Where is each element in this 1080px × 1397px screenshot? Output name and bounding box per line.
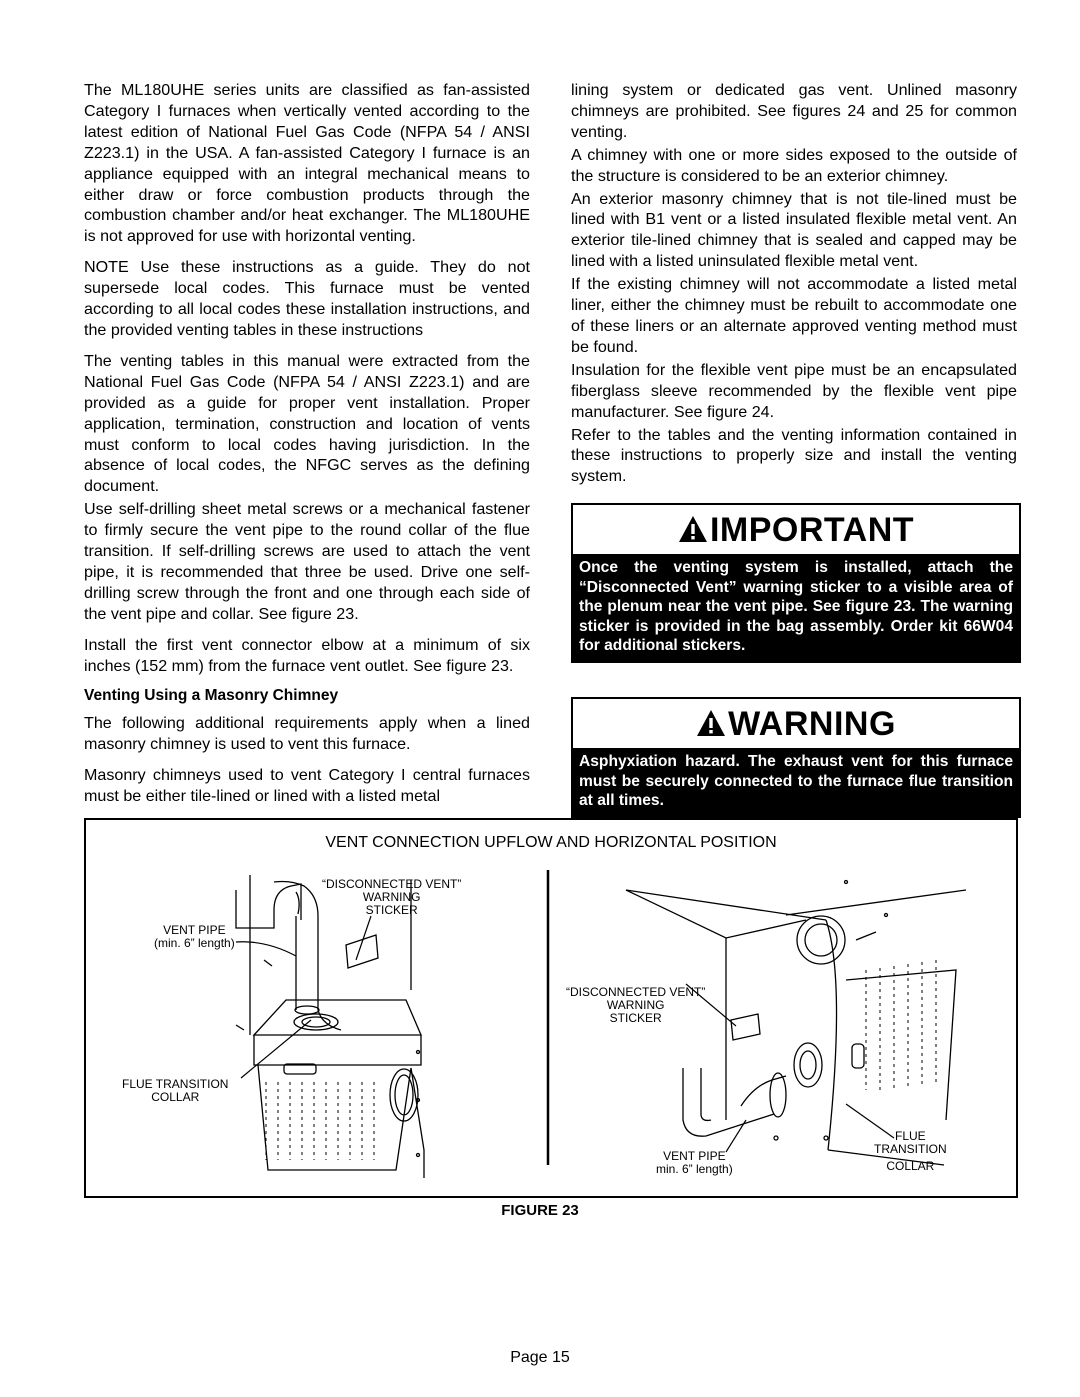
paragraph: Use self-drilling sheet metal screws or a mechanical fastener to firmly secure the vent pipe to the round collar of the flue transition. If self-drilling screws are used to attach the vent pipe, it is recommended that three be used. Drive one self-drilling screw through the front and one through each side of the vent pipe and collar. See figure 23. <box>84 500 530 623</box>
important-body: Once the venting system is installed, attach the “Disconnected Vent” warning sticker to a visible area of the plenum near the vent pipe. See figure 23. The warning sticker is provided in the bag assembly. Order kit 66W04 for additional stickers. <box>573 554 1019 661</box>
paragraph: An exterior masonry chimney that is not tile-lined must be lined with B1 vent or a listed insulated flexible metal vent. An exterior tile-lined chimney that is sealed and capped may be lined with a listed uninsulated flexible metal vent. <box>571 189 1017 271</box>
section-subheading: Venting Using a Masonry Chimney <box>84 687 339 705</box>
right-flue-transition-label: FLUE TRANSITION COLLAR <box>874 1129 947 1173</box>
warning-heading <box>573 699 1019 748</box>
left-column <box>84 80 530 817</box>
important-heading-text: IMPORTANT <box>709 511 915 549</box>
left-flue-transition-label: FLUE TRANSITION COLLAR <box>122 1077 229 1104</box>
paragraph: Refer to the tables and the venting information contained in these instructions to properly size and install the venting system. <box>571 425 1017 486</box>
right-sticker-label: “DISCONNECTED VENT” WARNING STICKER <box>566 985 706 1025</box>
right-column <box>571 80 1017 489</box>
figure-caption: FIGURE 23 <box>501 1202 579 1219</box>
important-callout <box>571 503 1021 663</box>
warning-callout <box>571 697 1021 818</box>
paragraph: Insulation for the flexible vent pipe must be an encapsulated fiberglass sleeve recommended by the flexible vent pipe manufacturer. See figure 24. <box>571 360 1017 421</box>
paragraph: The venting tables in this manual were extracted from the National Fuel Gas Code (NFPA 54 / ANSI Z223.1) and are provided as a guide for proper vent installation. Proper application, termination, construction and location of vents must conform to local codes having jurisdiction. In the absence of local codes, the NFGC serves as the defining document. <box>84 351 530 496</box>
paragraph: lining system or dedicated gas vent. Unlined masonry chimneys are prohibited. See figures 24 and 25 for common venting. <box>571 81 1017 141</box>
paragraph: Masonry chimneys used to vent Category I central furnaces must be either tile-lined or lined with a listed metal <box>84 766 530 806</box>
right-vent-pipe-label: VENT PIPE min. 6” length) <box>656 1149 733 1176</box>
warning-triangle-icon <box>678 515 708 543</box>
page-number: Page 15 <box>510 1349 570 1366</box>
warning-triangle-icon <box>696 709 726 737</box>
paragraph: A chimney with one or more sides exposed to the outside of the structure is considered to be an exterior chimney. <box>571 145 1017 185</box>
important-heading <box>573 505 1019 554</box>
note-paragraph: NOTE Use these instructions as a guide. They do not supersede local codes. This furnace must be vented according to all local codes these installation instructions, and the provided venting tables in these instructions <box>84 258 530 339</box>
warning-body: Asphyxiation hazard. The exhaust vent for this furnace must be securely connected to the furnace flue transition at all times. <box>573 748 1019 816</box>
left-vent-pipe-label: VENT PIPE (min. 6” length) <box>154 923 235 950</box>
upflow-furnace-drawing <box>236 875 424 1178</box>
warning-heading-text: WARNING <box>728 705 896 743</box>
paragraph: If the existing chimney will not accommodate a listed metal liner, either the chimney must be rebuilt to accommodate one of these liners or an alternate approved venting method must be found. <box>571 275 1017 356</box>
figure-title: VENT CONNECTION UPFLOW AND HORIZONTAL POSITION <box>325 834 777 851</box>
left-sticker-label: “DISCONNECTED VENT” WARNING STICKER <box>322 877 462 917</box>
paragraph: Install the first vent connector elbow at a minimum of six inches (152 mm) from the furnace vent outlet. See figure 23. <box>84 635 530 675</box>
paragraph: The ML180UHE series units are classified as fan-assisted Category I furnaces when vertically vented according to the latest edition of National Fuel Gas Code (NFPA 54 / ANSI Z223.1) in the USA. A fan-assisted Category I furnace is an appliance equipped with an integral mechanical means to either draw or force combustion products through the combustion chamber and/or heat exchanger. The ML180UHE is not approved for use with horizontal venting. <box>84 81 530 246</box>
figure-23 <box>84 818 1018 1198</box>
paragraph: The following additional requirements apply when a lined masonry chimney is used to vent this furnace. <box>84 714 530 754</box>
